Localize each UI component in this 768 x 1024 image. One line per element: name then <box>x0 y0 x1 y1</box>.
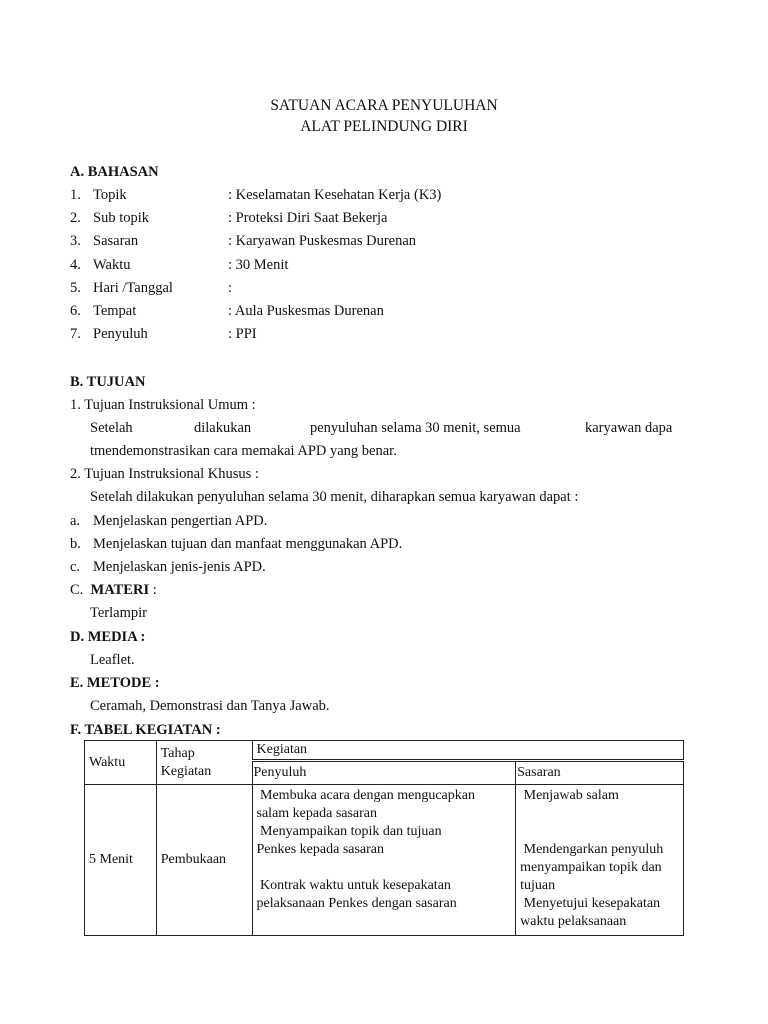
section-tujuan-heading: B. TUJUAN <box>70 374 146 390</box>
section-metode-heading: E. METODE : <box>70 675 160 691</box>
cell-line: Membuka acara dengan mengucapkan <box>256 788 475 803</box>
header-waktu: Waktu <box>85 741 157 785</box>
list-item-label: Topik <box>93 187 127 203</box>
list-item-label: Hari /Tanggal <box>93 279 173 296</box>
table-row <box>85 785 684 936</box>
cell-line <box>520 823 679 841</box>
list-item-label: Tempat <box>93 303 137 319</box>
list-item-letter: c. <box>70 559 81 576</box>
header-penyuluh: Penyuluh <box>252 761 516 785</box>
tujuan-umum-word: Setelah <box>90 420 133 436</box>
materi-letter: C. <box>70 582 84 598</box>
metode-text: Ceramah, Demonstrasi dan Tanya Jawab. <box>90 698 330 714</box>
media-text: Leaflet. <box>90 652 135 668</box>
list-item-value: : <box>228 279 233 296</box>
document-title: SATUAN ACARA PENYULUHAN <box>270 97 498 114</box>
list-item-label: Sasaran <box>93 233 139 250</box>
header-sasaran: Sasaran <box>516 761 684 785</box>
cell-sasaran <box>516 785 684 936</box>
materi-colon: : <box>149 582 157 598</box>
tujuan-umum-label: 1. Tujuan Instruksional Umum : <box>70 397 256 413</box>
table-header-row <box>85 741 684 761</box>
section-media-heading: D. MEDIA : <box>70 629 146 645</box>
list-item-value: : Keselamatan Kesehatan Kerja (K3) <box>228 187 442 203</box>
header-kegiatan: Kegiatan <box>252 741 683 761</box>
materi-text: Terlampir <box>90 605 147 621</box>
cell-line: pelaksanaan Penkes dengan sasaran <box>256 896 457 911</box>
tujuan-umum-word: dilakukan <box>194 420 252 436</box>
cell-line: Mendengarkan penyuluh <box>520 842 664 857</box>
cell-line: tujuan <box>520 878 556 893</box>
materi-title: MATERI <box>90 582 150 598</box>
cell-line: Menjawab salam <box>520 788 619 803</box>
cell-line <box>520 805 679 823</box>
list-item-value: : 30 Menit <box>228 256 289 273</box>
cell-line: Menyetujui kesepakatan <box>520 896 661 911</box>
cell-line: salam kepada sasaran <box>256 806 378 821</box>
cell-line: Penkes kepada sasaran <box>256 842 385 857</box>
cell-line: waktu pelaksanaan <box>520 914 627 929</box>
cell-line: Menyampaikan topik dan tujuan <box>256 824 442 839</box>
list-item-label: Penyuluh <box>93 326 148 343</box>
list-item-number: 2. <box>70 210 81 227</box>
tujuan-umum-word: karyawan dapa <box>585 420 673 436</box>
section-tabel-heading: F. TABEL KEGIATAN : <box>70 722 221 738</box>
list-item-value: : Karyawan Puskesmas Durenan <box>228 233 417 250</box>
list-item-value: : PPI <box>228 326 257 343</box>
list-item-label: Waktu <box>93 256 131 273</box>
list-item-value: : Aula Puskesmas Durenan <box>228 303 384 319</box>
list-item-number: 3. <box>70 233 81 250</box>
cell-penyuluh <box>252 785 516 936</box>
list-item-label: Sub topik <box>93 210 149 227</box>
cell-waktu: 5 Menit <box>85 785 157 936</box>
tujuan-umum-line2: tmendemonstrasikan cara memakai APD yang benar. <box>90 443 397 459</box>
list-item-text: Menjelaskan pengertian APD. <box>93 513 268 529</box>
tujuan-khusus-intro: Setelah dilakukan penyuluhan selama 30 menit, diharapkan semua karyawan dapat : <box>90 489 579 505</box>
list-item-number: 1. <box>70 187 81 203</box>
document-subtitle: ALAT PELINDUNG DIRI <box>300 118 468 135</box>
list-item-number: 4. <box>70 256 81 273</box>
cell-line <box>257 859 512 877</box>
section-bahasan-heading: A. BAHASAN <box>70 164 159 180</box>
list-item-value: : Proteksi Diri Saat Bekerja <box>228 210 388 227</box>
tujuan-khusus-label: 2. Tujuan Instruksional Khusus : <box>70 466 259 482</box>
list-item-text: Menjelaskan jenis-jenis APD. <box>93 559 266 576</box>
tujuan-umum-word: penyuluhan selama 30 menit, semua <box>310 420 521 436</box>
section-materi-heading <box>70 582 157 598</box>
list-item-text: Menjelaskan tujuan dan manfaat menggunakan APD. <box>93 536 403 553</box>
list-item-letter: b. <box>70 536 81 553</box>
header-tahap: Tahap Kegiatan <box>156 741 252 785</box>
cell-tahap: Pembukaan <box>156 785 252 936</box>
list-item-number: 6. <box>70 303 81 319</box>
cell-line: menyampaikan topik dan <box>520 860 662 875</box>
list-item-letter: a. <box>70 513 81 529</box>
activity-table <box>84 740 684 936</box>
cell-line: Kontrak waktu untuk kesepakatan <box>256 878 451 893</box>
list-item-number: 7. <box>70 326 81 343</box>
list-item-number: 5. <box>70 279 81 296</box>
